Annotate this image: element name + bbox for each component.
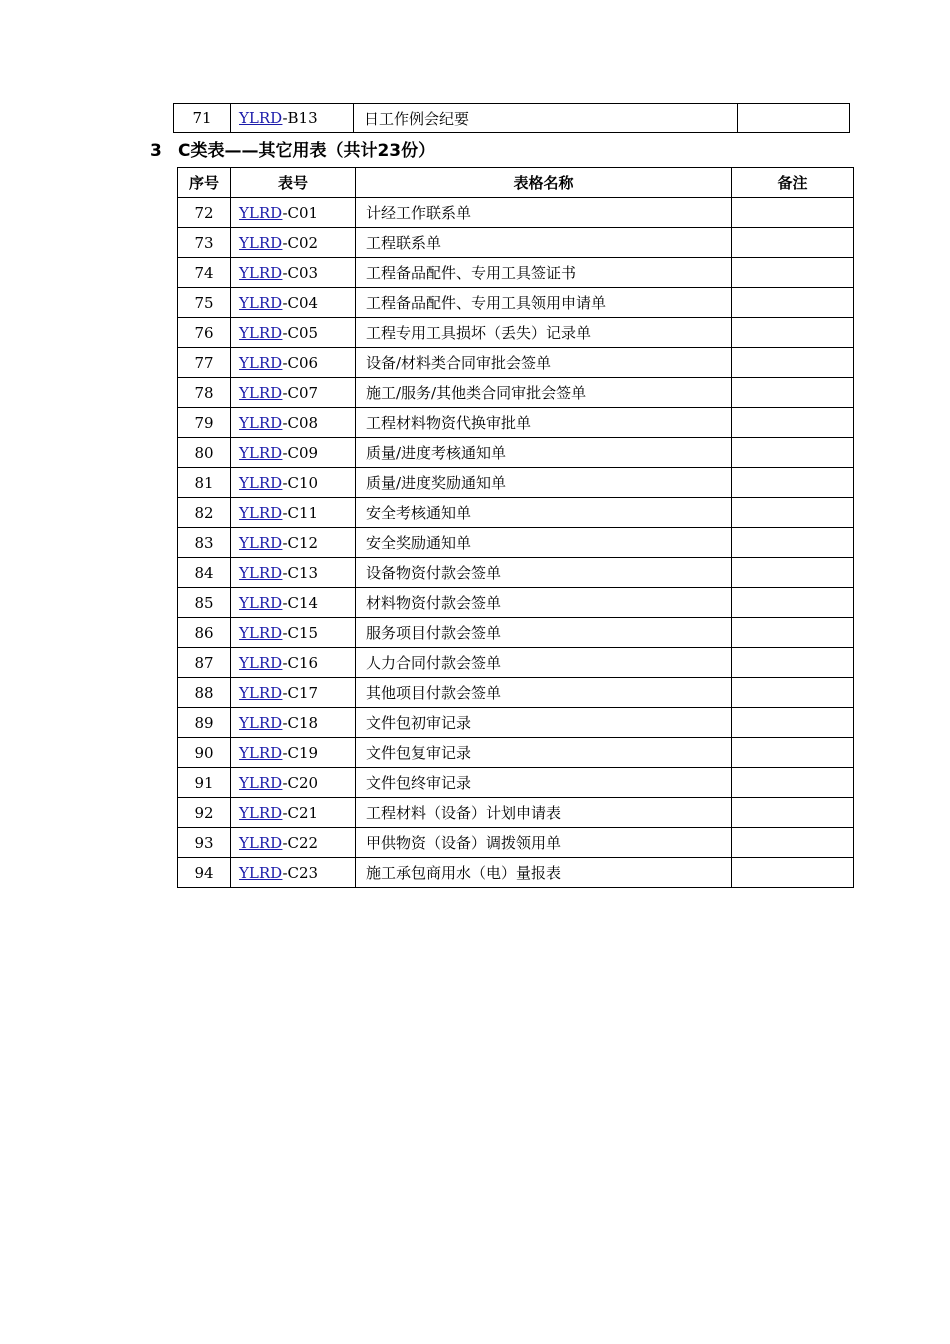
form-code-suffix: -C20 [282, 773, 319, 792]
row-number: 77 [178, 348, 231, 378]
table-row [178, 828, 854, 858]
form-name: 质量/进度考核通知单 [356, 438, 732, 468]
form-note [732, 378, 854, 408]
form-name: 设备/材料类合同审批会签单 [356, 348, 732, 378]
form-code-link[interactable]: YLRD [239, 533, 283, 552]
form-code-suffix: -C07 [282, 383, 319, 402]
form-code [231, 378, 356, 408]
form-code-link[interactable]: YLRD [239, 773, 283, 792]
header-name: 表格名称 [356, 168, 732, 198]
form-name: 工程联系单 [356, 228, 732, 258]
table-row [178, 678, 854, 708]
row-number: 71 [174, 104, 231, 133]
row-number: 87 [178, 648, 231, 678]
form-code [231, 858, 356, 888]
form-code-link[interactable]: YLRD [239, 863, 283, 882]
table-row [178, 408, 854, 438]
form-note [732, 798, 854, 828]
form-code [231, 408, 356, 438]
form-code [231, 678, 356, 708]
row-number: 82 [178, 498, 231, 528]
form-code-link[interactable]: YLRD [239, 233, 283, 252]
form-name: 材料物资付款会签单 [356, 588, 732, 618]
form-code-link[interactable]: YLRD [239, 263, 283, 282]
form-note [732, 828, 854, 858]
form-note [732, 648, 854, 678]
form-code [231, 708, 356, 738]
form-code-suffix: -C11 [282, 503, 319, 522]
form-name: 文件包终审记录 [356, 768, 732, 798]
table-row [178, 348, 854, 378]
table-row [178, 468, 854, 498]
form-code [231, 198, 356, 228]
form-name: 质量/进度奖励通知单 [356, 468, 732, 498]
row-number: 85 [178, 588, 231, 618]
form-note [732, 288, 854, 318]
section-title: C类表——其它用表（共计23份） [178, 141, 436, 161]
form-code-link[interactable]: YLRD [239, 293, 283, 312]
form-code-suffix: -C01 [282, 203, 319, 222]
form-note [732, 318, 854, 348]
section-number: 3 [150, 141, 162, 161]
form-code-suffix: -C08 [282, 413, 319, 432]
form-code-link[interactable]: YLRD [239, 353, 283, 372]
table-body [178, 198, 854, 888]
table-row [178, 648, 854, 678]
table-row [178, 738, 854, 768]
row-number: 92 [178, 798, 231, 828]
table-row [178, 378, 854, 408]
form-code-suffix: -C19 [282, 743, 319, 762]
form-note [732, 258, 854, 288]
form-code-suffix: -C21 [282, 803, 319, 822]
form-code [231, 558, 356, 588]
form-code [231, 468, 356, 498]
form-name: 日工作例会纪要 [354, 104, 738, 133]
table-row [174, 104, 850, 133]
row-number: 94 [178, 858, 231, 888]
form-code [231, 104, 354, 133]
form-note [732, 858, 854, 888]
form-name: 计经工作联系单 [356, 198, 732, 228]
form-code-link[interactable]: YLRD [239, 503, 283, 522]
form-code-suffix: -C18 [282, 713, 319, 732]
row-number: 83 [178, 528, 231, 558]
row-number: 89 [178, 708, 231, 738]
row-number: 75 [178, 288, 231, 318]
form-note [732, 588, 854, 618]
form-name: 工程材料物资代换审批单 [356, 408, 732, 438]
row-number: 72 [178, 198, 231, 228]
form-code-link[interactable]: YLRD [239, 323, 283, 342]
form-code-suffix: -C14 [282, 593, 319, 612]
form-code-link[interactable]: YLRD [239, 109, 283, 127]
form-code-suffix: -C12 [282, 533, 319, 552]
form-code-suffix: -C04 [282, 293, 319, 312]
form-code [231, 318, 356, 348]
form-note [732, 348, 854, 378]
table-row [178, 798, 854, 828]
form-code [231, 738, 356, 768]
form-code-suffix: -C13 [282, 563, 319, 582]
form-name: 工程材料（设备）计划申请表 [356, 798, 732, 828]
row-number: 88 [178, 678, 231, 708]
form-name: 工程备品配件、专用工具签证书 [356, 258, 732, 288]
form-code-link[interactable]: YLRD [239, 593, 283, 612]
form-code-link[interactable]: YLRD [239, 443, 283, 462]
form-name: 施工承包商用水（电）量报表 [356, 858, 732, 888]
form-code-suffix: -C02 [282, 233, 319, 252]
table-row [178, 528, 854, 558]
form-code-suffix: -B13 [282, 109, 318, 127]
form-note [732, 678, 854, 708]
form-note [732, 498, 854, 528]
table-row [178, 438, 854, 468]
form-name: 甲供物资（设备）调拨领用单 [356, 828, 732, 858]
row-number: 93 [178, 828, 231, 858]
form-code-link[interactable]: YLRD [239, 713, 283, 732]
form-code [231, 228, 356, 258]
form-code-link[interactable]: YLRD [239, 803, 283, 822]
form-name: 工程专用工具损坏（丢失）记录单 [356, 318, 732, 348]
row-number: 91 [178, 768, 231, 798]
form-code-suffix: -C10 [282, 473, 319, 492]
table-row [178, 558, 854, 588]
table-row [178, 768, 854, 798]
form-code [231, 648, 356, 678]
table-row [178, 198, 854, 228]
table-row [178, 228, 854, 258]
row-number: 79 [178, 408, 231, 438]
form-name: 服务项目付款会签单 [356, 618, 732, 648]
form-code-suffix: -C23 [282, 863, 319, 882]
row-number: 81 [178, 468, 231, 498]
form-code-link[interactable]: YLRD [239, 743, 283, 762]
form-note [732, 468, 854, 498]
row-number: 73 [178, 228, 231, 258]
form-code-suffix: -C03 [282, 263, 319, 282]
form-code [231, 498, 356, 528]
form-name: 施工/服务/其他类合同审批会签单 [356, 378, 732, 408]
form-note [732, 528, 854, 558]
form-code [231, 438, 356, 468]
table-header-row [178, 168, 854, 198]
form-note [732, 198, 854, 228]
forms-table [177, 167, 854, 888]
form-code-suffix: -C05 [282, 323, 319, 342]
form-note [732, 228, 854, 258]
table-row [178, 858, 854, 888]
form-code-link[interactable]: YLRD [239, 653, 283, 672]
form-code-link[interactable]: YLRD [239, 413, 283, 432]
row-number: 80 [178, 438, 231, 468]
header-note: 备注 [732, 168, 854, 198]
table-row [178, 318, 854, 348]
form-name: 安全考核通知单 [356, 498, 732, 528]
form-name: 人力合同付款会签单 [356, 648, 732, 678]
form-code [231, 348, 356, 378]
row-number: 78 [178, 378, 231, 408]
previous-table-fragment [173, 103, 850, 133]
form-name: 工程备品配件、专用工具领用申请单 [356, 288, 732, 318]
form-code-suffix: -C09 [282, 443, 319, 462]
form-code-link[interactable]: YLRD [239, 473, 283, 492]
table-row [178, 588, 854, 618]
form-code [231, 288, 356, 318]
form-code [231, 258, 356, 288]
form-note [732, 558, 854, 588]
form-name: 设备物资付款会签单 [356, 558, 732, 588]
form-code-suffix: -C16 [282, 653, 319, 672]
table-row [178, 258, 854, 288]
form-code-link[interactable]: YLRD [239, 383, 283, 402]
form-name: 其他项目付款会签单 [356, 678, 732, 708]
row-number: 86 [178, 618, 231, 648]
header-code: 表号 [231, 168, 356, 198]
form-note [732, 768, 854, 798]
row-number: 74 [178, 258, 231, 288]
form-note [732, 408, 854, 438]
form-code-suffix: -C15 [282, 623, 319, 642]
form-code [231, 768, 356, 798]
form-note [732, 438, 854, 468]
form-name: 安全奖励通知单 [356, 528, 732, 558]
section-heading [150, 136, 435, 161]
form-note [732, 618, 854, 648]
header-number: 序号 [178, 168, 231, 198]
row-number: 90 [178, 738, 231, 768]
form-code-link[interactable]: YLRD [239, 623, 283, 642]
form-code-suffix: -C06 [282, 353, 319, 372]
form-code-link[interactable]: YLRD [239, 563, 283, 582]
form-code-link[interactable]: YLRD [239, 203, 283, 222]
form-code-link[interactable]: YLRD [239, 833, 283, 852]
form-code [231, 618, 356, 648]
form-code [231, 528, 356, 558]
form-note [732, 738, 854, 768]
form-code [231, 828, 356, 858]
table-row [178, 618, 854, 648]
row-number: 84 [178, 558, 231, 588]
form-name: 文件包初审记录 [356, 708, 732, 738]
form-code [231, 588, 356, 618]
table-row [178, 708, 854, 738]
row-number: 76 [178, 318, 231, 348]
table-row [178, 498, 854, 528]
table-row [178, 288, 854, 318]
form-name: 文件包复审记录 [356, 738, 732, 768]
form-code [231, 798, 356, 828]
form-code-link[interactable]: YLRD [239, 683, 283, 702]
form-code-suffix: -C17 [282, 683, 319, 702]
form-note [738, 104, 850, 133]
form-note [732, 708, 854, 738]
form-code-suffix: -C22 [282, 833, 319, 852]
